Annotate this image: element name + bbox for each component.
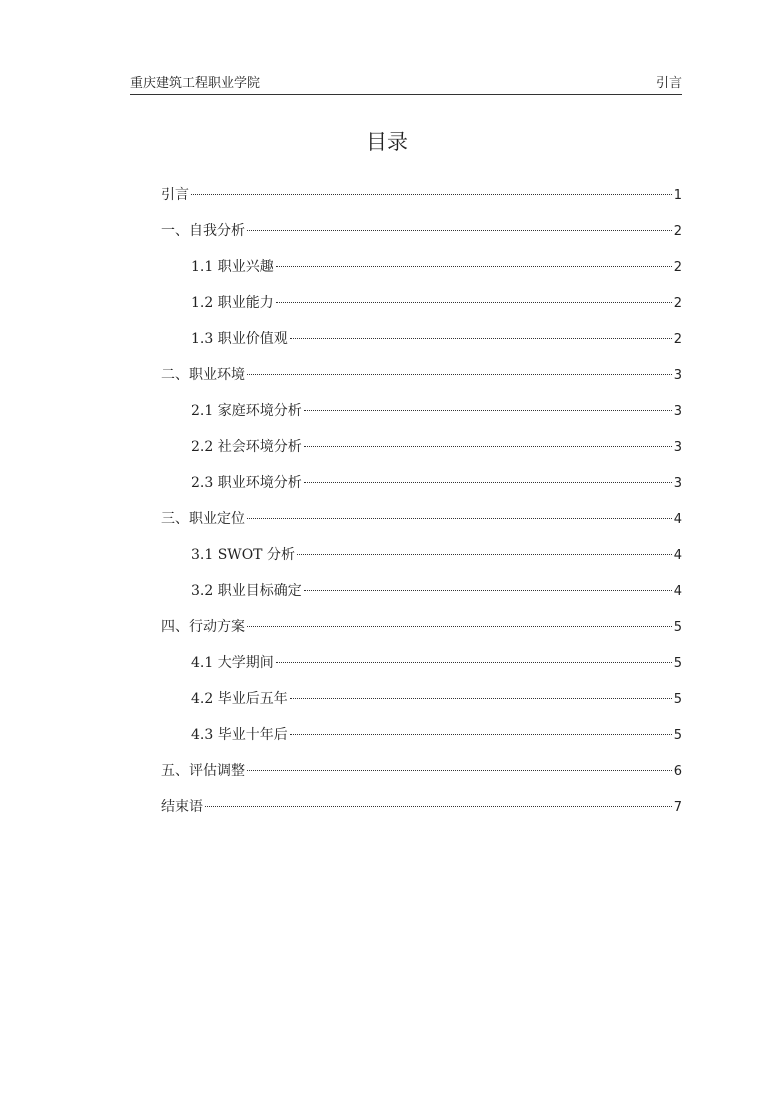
page-header: [130, 74, 682, 95]
dot-leader: [276, 662, 672, 663]
toc-entry[interactable]: [161, 579, 682, 615]
dot-leader: [276, 266, 672, 267]
dot-leader: [247, 230, 672, 231]
dot-leader: [290, 734, 672, 735]
toc-entry-page: 5: [673, 692, 682, 707]
toc-entry-page: 2: [673, 260, 682, 275]
toc-entry[interactable]: [161, 795, 682, 831]
toc-entry-page: 6: [673, 764, 682, 779]
toc-entry-page: 4: [673, 512, 682, 527]
dot-leader: [304, 446, 672, 447]
toc-entry[interactable]: [161, 651, 682, 687]
toc-entry[interactable]: [161, 183, 682, 219]
toc-entry-page: 3: [673, 476, 682, 491]
dot-leader: [304, 410, 672, 411]
toc-entry[interactable]: [161, 759, 682, 795]
toc-entry[interactable]: [161, 219, 682, 255]
toc-entry[interactable]: [161, 291, 682, 327]
toc-entry[interactable]: [161, 255, 682, 291]
toc-entry-label: 1.2 职业能力: [191, 295, 274, 311]
toc-entry[interactable]: [161, 471, 682, 507]
dot-leader: [247, 770, 672, 771]
dot-leader: [191, 194, 672, 195]
page-title: 目录: [366, 130, 408, 154]
dot-leader: [290, 698, 672, 699]
toc-entry-page: 3: [673, 440, 682, 455]
toc-entry-label: 3.1 SWOT 分析: [191, 547, 295, 563]
toc-entry-page: 2: [673, 332, 682, 347]
toc-entry-label: 二、职业环境: [161, 367, 245, 383]
table-of-contents: [161, 183, 682, 831]
dot-leader: [205, 806, 672, 807]
header-institution-name: 重庆建筑工程职业学院: [130, 76, 261, 91]
toc-entry[interactable]: [161, 615, 682, 651]
toc-entry-label: 五、评估调整: [161, 763, 245, 779]
toc-entry-label: 4.2 毕业后五年: [191, 691, 288, 707]
toc-entry-page: 1: [673, 188, 682, 203]
toc-entry-label: 三、职业定位: [161, 511, 245, 527]
dot-leader: [297, 554, 672, 555]
toc-entry-label: 四、行动方案: [161, 619, 245, 635]
dot-leader: [304, 590, 672, 591]
toc-entry-label: 一、自我分析: [161, 223, 245, 239]
dot-leader: [247, 626, 672, 627]
toc-entry-label: 4.1 大学期间: [191, 655, 274, 671]
toc-entry-page: 5: [673, 656, 682, 671]
toc-entry-page: 2: [673, 224, 682, 239]
toc-entry-label: 2.2 社会环境分析: [191, 439, 302, 455]
toc-entry-page: 7: [673, 800, 682, 815]
dot-leader: [247, 374, 672, 375]
toc-entry-page: 3: [673, 404, 682, 419]
toc-entry[interactable]: [161, 363, 682, 399]
toc-entry[interactable]: [161, 723, 682, 759]
dot-leader: [290, 338, 672, 339]
toc-entry-label: 4.3 毕业十年后: [191, 727, 288, 743]
toc-entry-label: 2.3 职业环境分析: [191, 475, 302, 491]
dot-leader: [276, 302, 672, 303]
toc-entry-page: 5: [673, 728, 682, 743]
toc-entry-page: 3: [673, 368, 682, 383]
toc-entry-label: 1.3 职业价值观: [191, 331, 288, 347]
toc-entry-label: 2.1 家庭环境分析: [191, 403, 302, 419]
toc-entry[interactable]: [161, 435, 682, 471]
toc-entry-page: 2: [673, 296, 682, 311]
toc-entry-label: 3.2 职业目标确定: [191, 583, 302, 599]
toc-entry[interactable]: [161, 327, 682, 363]
toc-entry[interactable]: [161, 543, 682, 579]
toc-entry-label: 引言: [161, 187, 189, 203]
toc-entry[interactable]: [161, 507, 682, 543]
toc-entry-label: 1.1 职业兴趣: [191, 259, 274, 275]
toc-entry[interactable]: [161, 399, 682, 435]
header-section-name: 引言: [655, 76, 682, 91]
toc-entry-label: 结束语: [161, 799, 203, 815]
toc-entry[interactable]: [161, 687, 682, 723]
toc-entry-page: 4: [673, 584, 682, 599]
dot-leader: [247, 518, 672, 519]
toc-entry-page: 4: [673, 548, 682, 563]
toc-entry-page: 5: [673, 620, 682, 635]
dot-leader: [304, 482, 672, 483]
